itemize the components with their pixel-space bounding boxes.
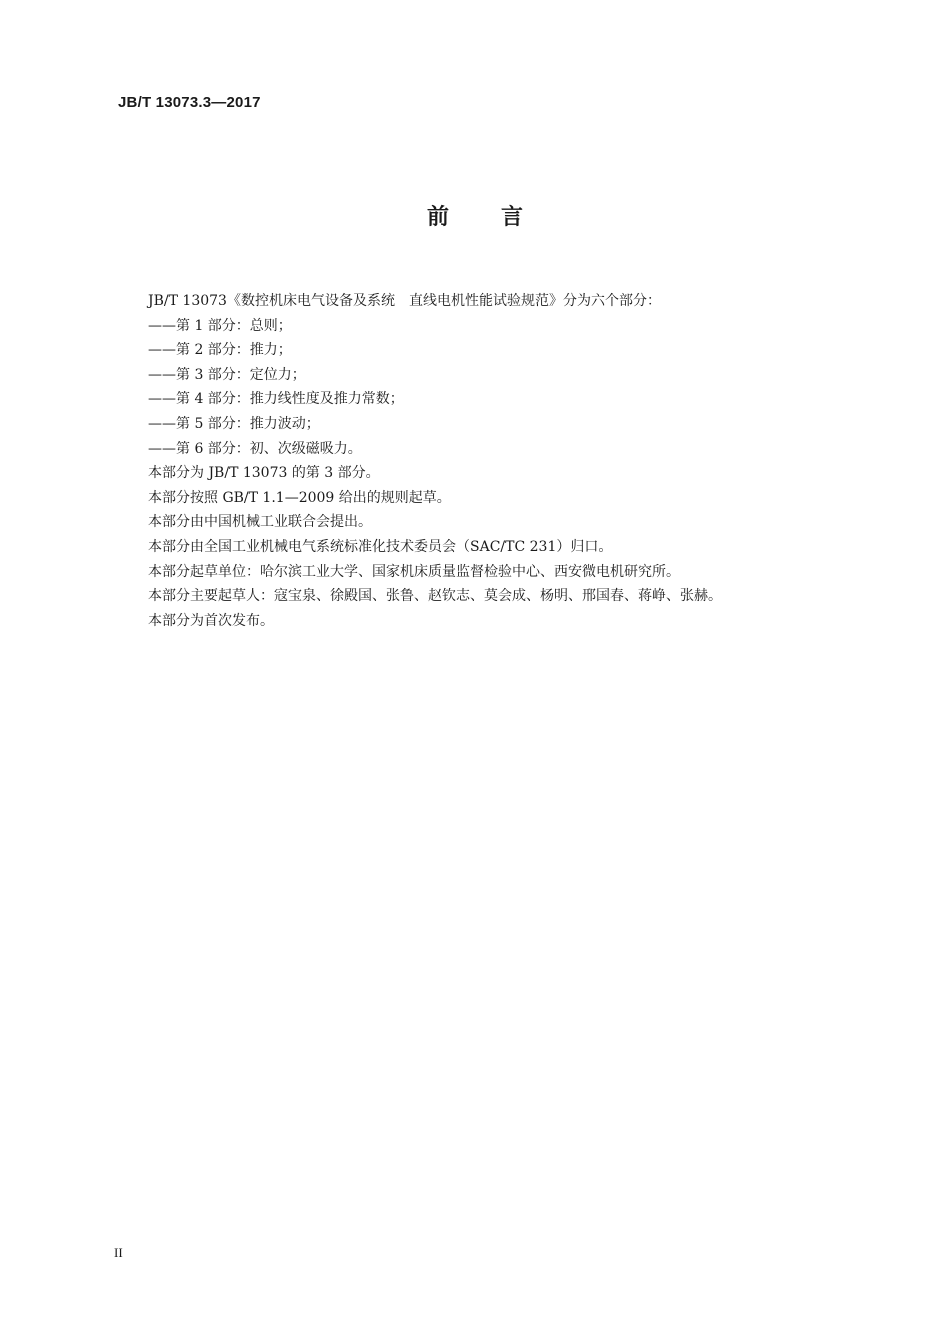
body-line-drafters: 本部分主要起草人：寇宝泉、徐殿国、张鲁、赵钦志、莫会成、杨明、邢国春、蒋峥、张赫。 bbox=[148, 588, 722, 605]
title-char-2: 言 bbox=[501, 205, 524, 230]
body-line-part-5: ——第 5 部分：推力波动； bbox=[148, 415, 320, 432]
title-char-1: 前 bbox=[426, 205, 449, 230]
body-line-part-4: ——第 4 部分：推力线性度及推力常数； bbox=[148, 391, 404, 408]
body-line-part-1: ——第 1 部分：总则； bbox=[148, 317, 292, 334]
body-line-proposer: 本部分由中国机械工业联合会提出。 bbox=[148, 514, 372, 531]
body-line-drafting-rules: 本部分按照 GB/T 1.1—2009 给出的规则起草。 bbox=[148, 489, 451, 506]
body-line-first-release: 本部分为首次发布。 bbox=[148, 612, 274, 629]
document-code: JB/T 13073.3—2017 bbox=[118, 94, 261, 111]
body-line-technical-committee: 本部分由全国工业机械电气系统标准化技术委员会（SAC/TC 231）归口。 bbox=[148, 538, 613, 555]
page-title bbox=[0, 200, 950, 231]
foreword-body bbox=[148, 289, 848, 633]
body-line-part-2: ——第 2 部分：推力； bbox=[148, 342, 292, 359]
page-number: II bbox=[114, 1245, 123, 1260]
body-line-intro: JB/T 13073《数控机床电气设备及系统 直线电机性能试验规范》分为六个部分： bbox=[148, 293, 661, 309]
body-line-part-statement: 本部分为 JB/T 13073 的第 3 部分。 bbox=[148, 465, 380, 482]
body-line-part-3: ——第 3 部分：定位力； bbox=[148, 366, 306, 383]
body-line-part-6: ——第 6 部分：初、次级磁吸力。 bbox=[148, 440, 362, 457]
body-line-drafting-units: 本部分起草单位：哈尔滨工业大学、国家机床质量监督检验中心、西安微电机研究所。 bbox=[148, 563, 680, 580]
